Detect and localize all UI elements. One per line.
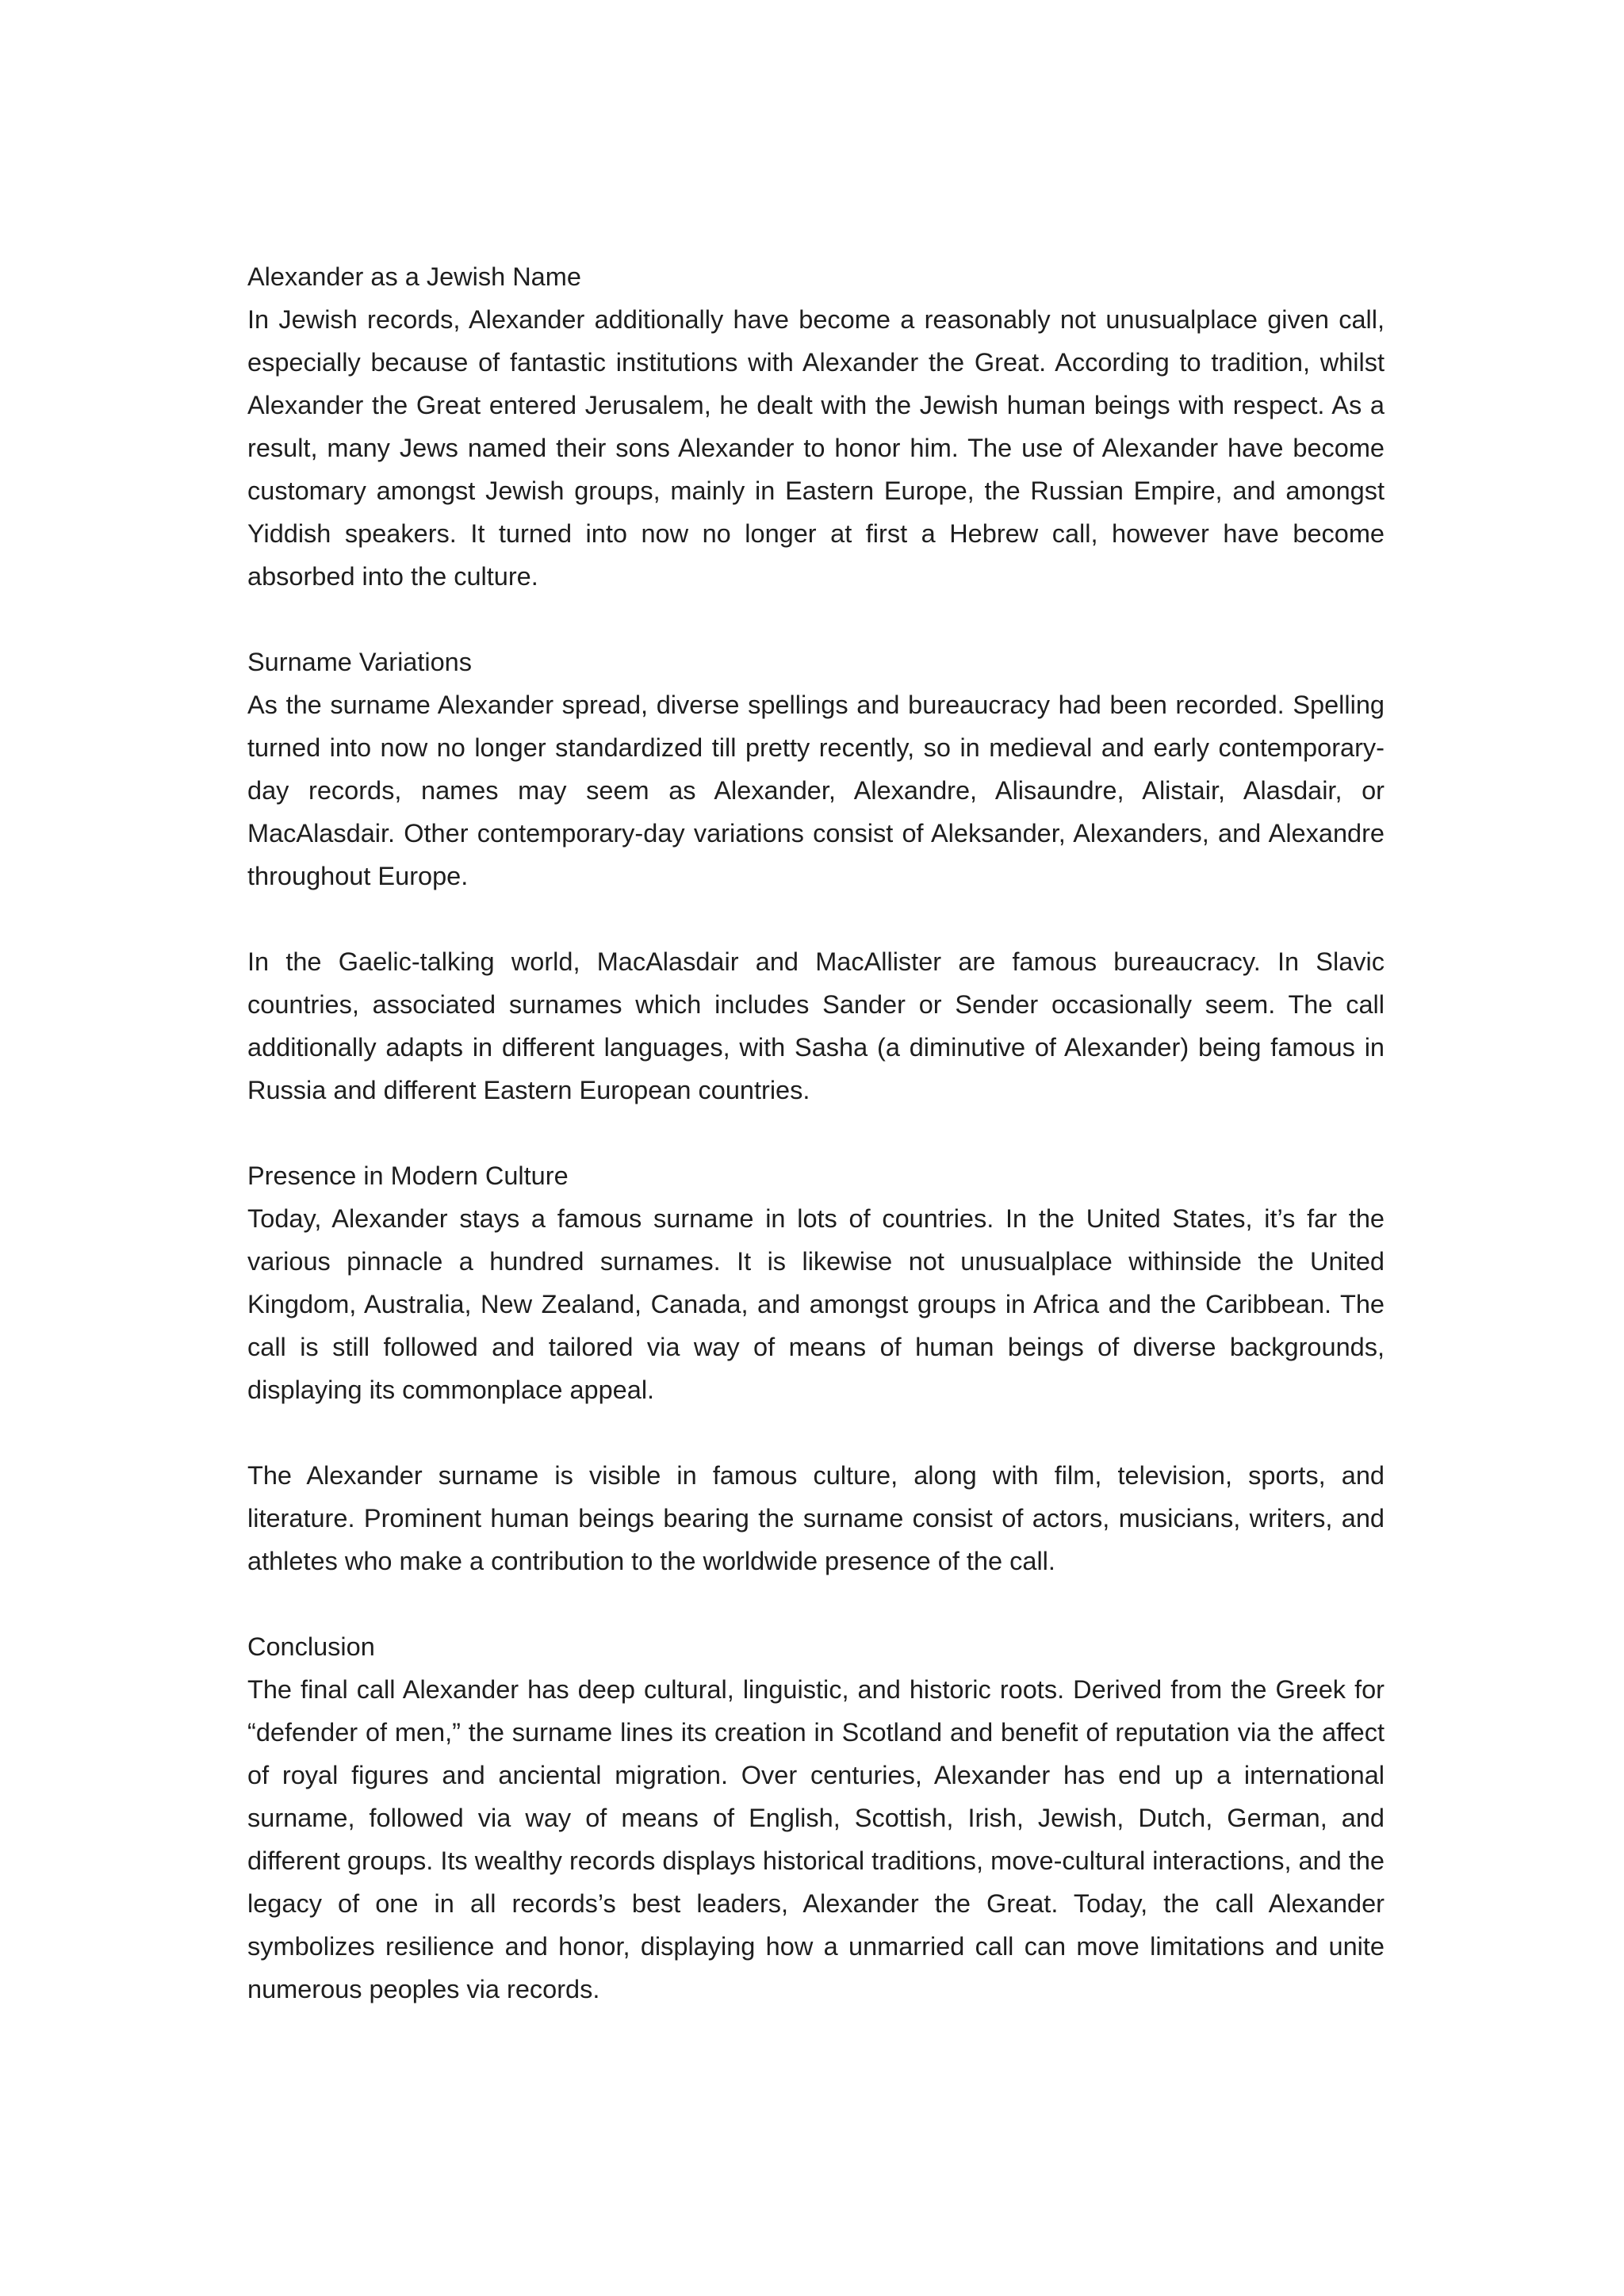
section-heading: Conclusion	[247, 1632, 375, 1661]
section-heading: Presence in Modern Culture	[247, 1161, 569, 1190]
document-body	[247, 255, 1385, 2011]
section-modern-culture	[247, 1154, 1385, 1582]
paragraph-spacer	[247, 897, 1385, 940]
section-surname-variations	[247, 641, 1385, 1112]
section-jewish-name	[247, 255, 1385, 598]
paragraph-spacer	[247, 1411, 1385, 1454]
body-paragraph: Today, Alexander stays a famous surname in lots of countries. In the United States, it’s far the various pinnacle a hundred surnames. It is likewise not unusualplace withinside the United Kingdom, Australia, New Zealand, Canada, and amongst groups in Africa and the Caribbean. The call is still followed and tailored via way of means of human beings of diverse backgrounds, displaying its commonplace appeal.	[247, 1204, 1385, 1404]
paragraph-spacer	[247, 1112, 1385, 1154]
body-paragraph: The Alexander surname is visible in famous culture, along with film, television, sports, and literature. Prominent human beings bearing the surname consist of actors, musicians, writers, and athletes who make a contribution to the worldwide presence of the call.	[247, 1461, 1385, 1575]
paragraph-spacer	[247, 1582, 1385, 1625]
section-heading: Surname Variations	[247, 648, 473, 676]
body-paragraph: In Jewish records, Alexander additionally have become a reasonably not unusualplace given call, especially because of fantastic institutions with Alexander the Great. According to tradition, whilst Alexander the Great entered Jerusalem, he dealt with the Jewish human beings with respect. As a result, many Jews named their sons Alexander to honor him. The use of Alexander have become customary amongst Jewish groups, mainly in Eastern Europe, the Russian Empire, and amongst Yiddish speakers. It turned into now no longer at first a Hebrew call, however have become absorbed into the culture.	[247, 305, 1385, 591]
paragraph-spacer	[247, 598, 1385, 641]
section-conclusion	[247, 1625, 1385, 2011]
body-paragraph: In the Gaelic-talking world, MacAlasdair and MacAllister are famous bureaucracy. In Slavic countries, associated surnames which includes Sander or Sender occasionally seem. The call additionally adapts in different languages, with Sasha (a diminutive of Alexander) being famous in Russia and different Eastern European countries.	[247, 947, 1385, 1104]
body-paragraph: The final call Alexander has deep cultural, linguistic, and historic roots. Derived from the Greek for “defender of men,” the surname lines its creation in Scotland and benefit of reputation via the affect of royal figures and anciental migration. Over centuries, Alexander has end up a international surname, followed via way of means of English, Scottish, Irish, Jewish, Dutch, German, and different groups. Its wealthy records displays historical traditions, move-cultural interactions, and the legacy of one in all records’s best leaders, Alexander the Great. Today, the call Alexander symbolizes resilience and honor, displaying how a unmarried call can move limitations and unite numerous peoples via records.	[247, 1675, 1385, 2003]
body-paragraph: As the surname Alexander spread, diverse spellings and bureaucracy had been recorded. Spelling turned into now no longer standardized till pretty recently, so in medieval and early contemporary-day records, names may seem as Alexander, Alexandre, Alisaundre, Alistair, Alasdair, or MacAlasdair. Other contemporary-day variations consist of Aleksander, Alexanders, and Alexandre throughout Europe.	[247, 691, 1385, 890]
section-heading: Alexander as a Jewish Name	[247, 262, 581, 291]
